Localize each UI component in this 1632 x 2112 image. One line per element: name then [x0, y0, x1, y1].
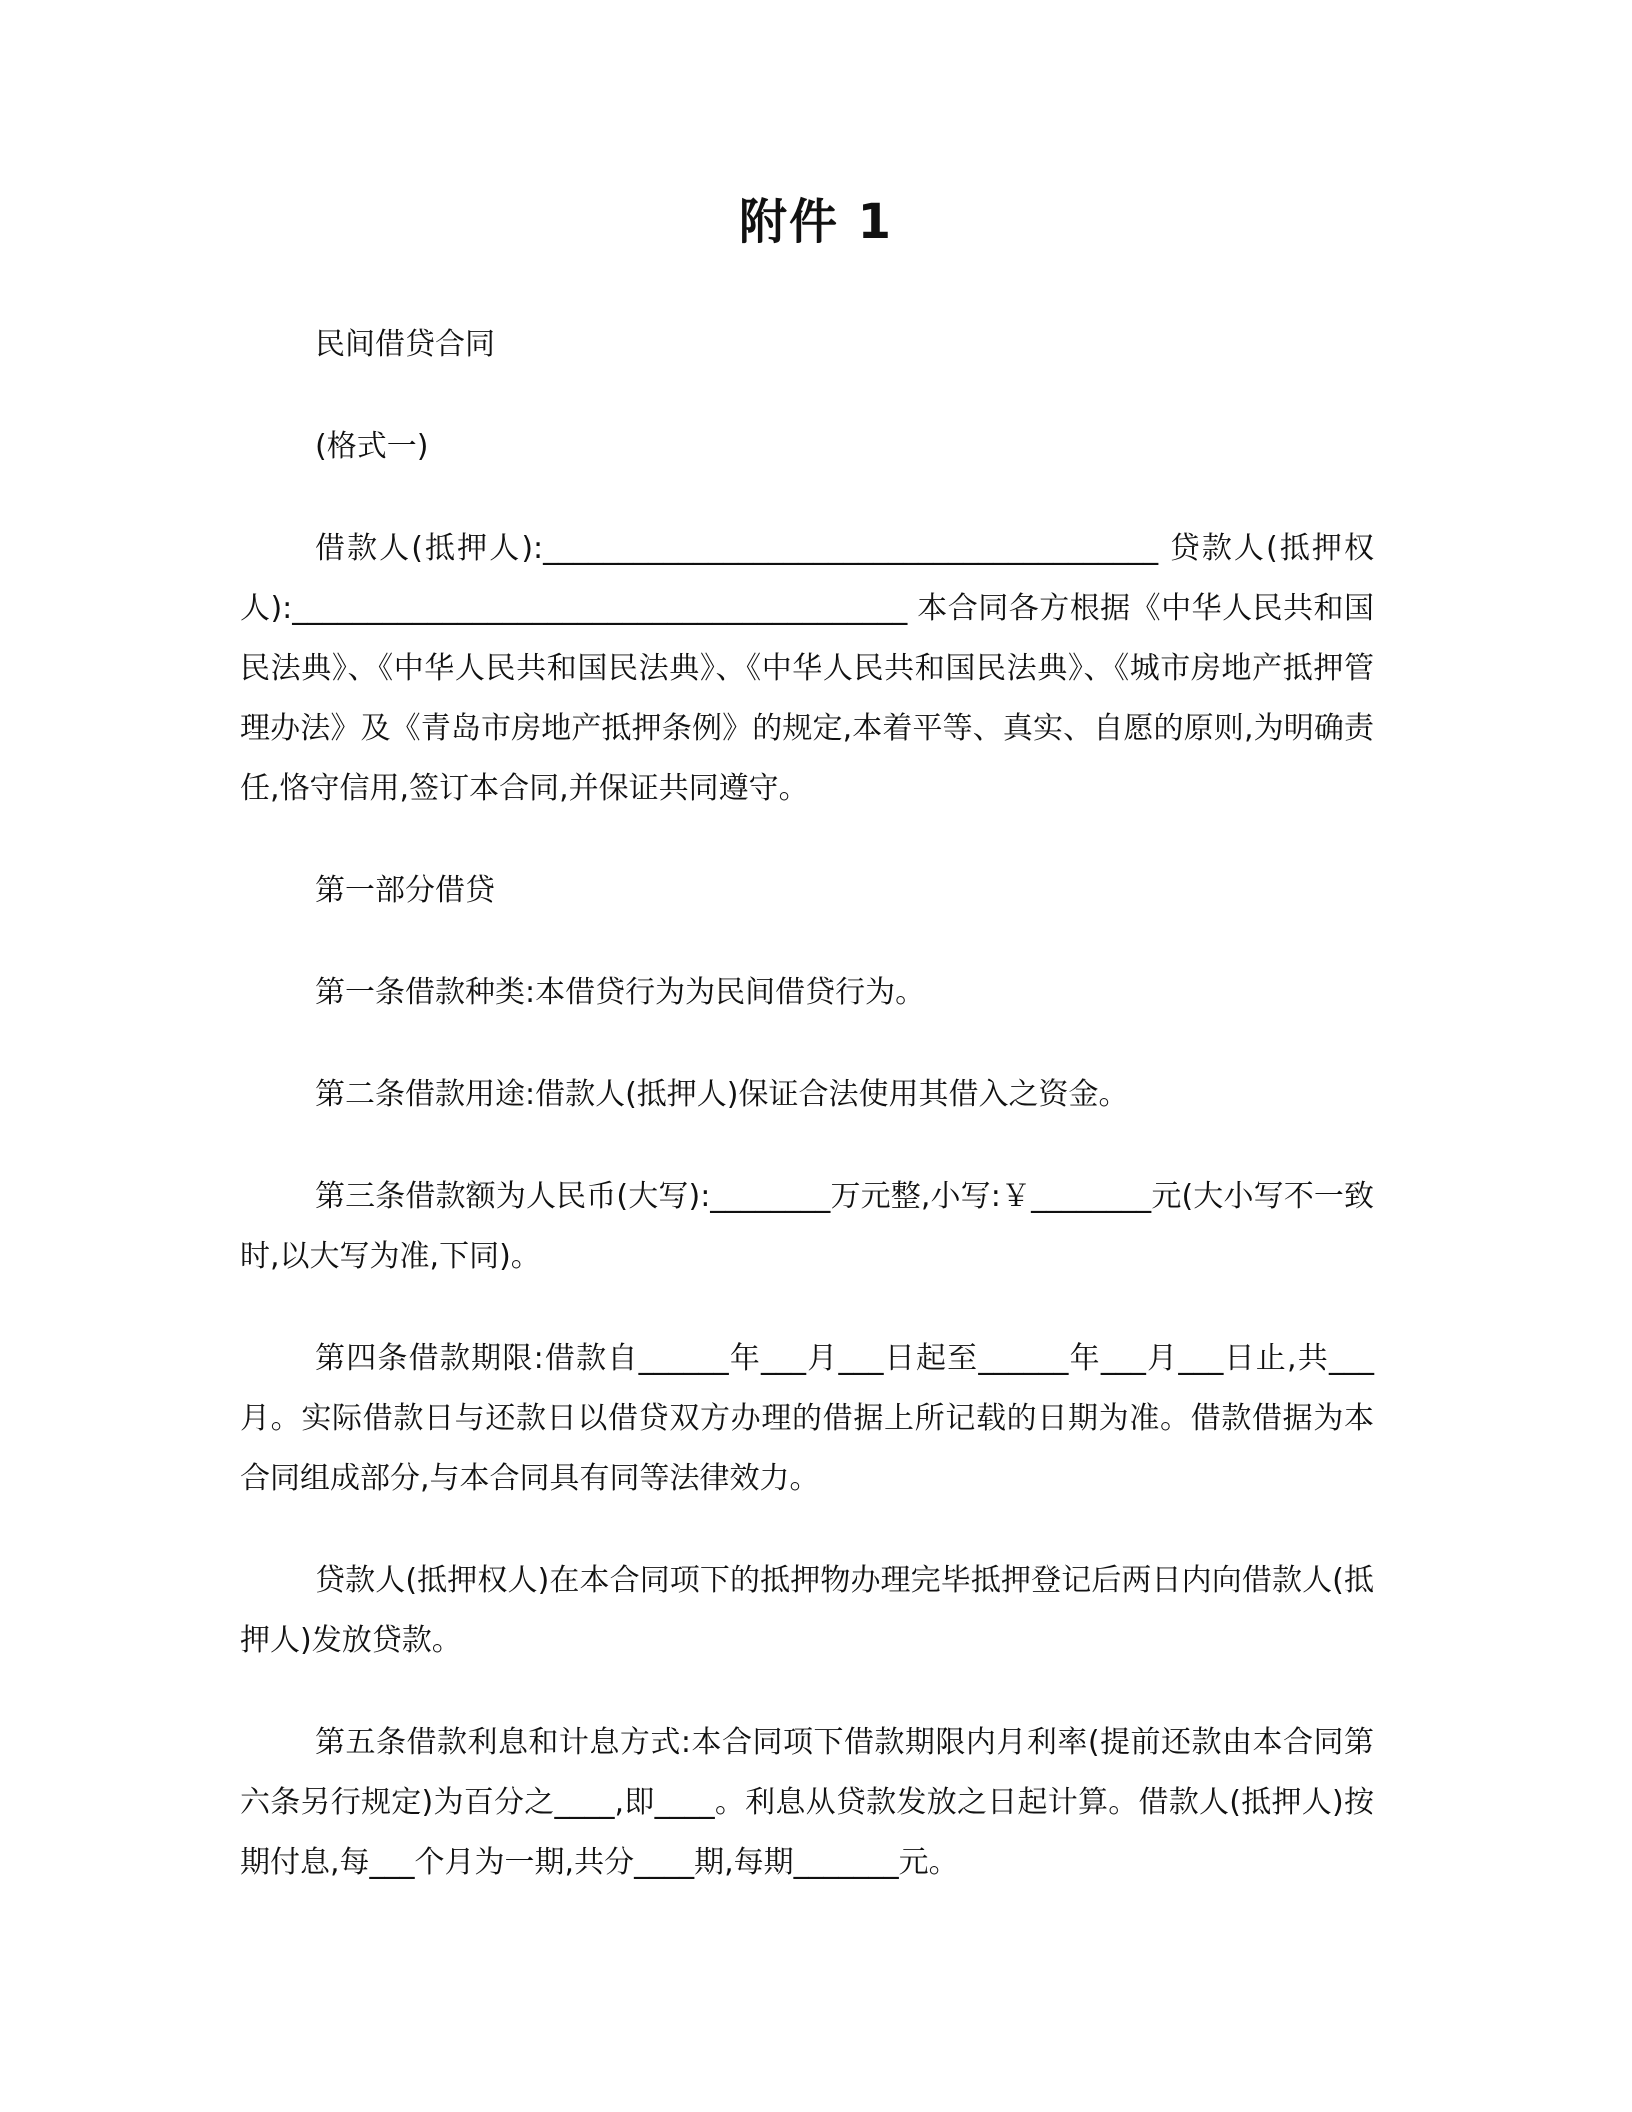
document-title: 附件 1	[738, 194, 894, 250]
parties-paragraph: 借款人(抵押人):_________________________________________ 贷款人(抵押权人):_________________________________________ 本合同各方根据《中华人民共和国民法典》、《中华人民共和国民法典》、《中华人民共和国民法典》、《城市房地产抵押管理办法》及《青岛市房地产抵押条例》的规定,本着平等、真实、自愿的原则,为明确责任,恪守信用,签订本合同,并保证共同遵守。	[240, 531, 1374, 806]
format-label: (格式一)	[315, 429, 429, 464]
article-4: 第四条借款期限:借款自______年___月___日起至______年___月___日止,共___月。实际借款日与还款日以借贷双方办理的借据上所记载的日期为准。借款借据为本合同组成部分,与本合同具有同等法律效力。	[240, 1341, 1374, 1496]
document-body	[240, 315, 1374, 1935]
article-1: 第一条借款种类:本借贷行为为民间借贷行为。	[315, 975, 926, 1010]
article-2: 第二条借款用途:借款人(抵押人)保证合法使用其借入之资金。	[315, 1077, 1129, 1112]
article-5: 第五条借款利息和计息方式:本合同项下借款期限内月利率(提前还款由本合同第六条另行规定)为百分之____,即____。利息从贷款发放之日起计算。借款人(抵押人)按期付息,每___个月为一期,共分____期,每期_______元。	[240, 1725, 1374, 1880]
part-one-heading: 第一部分借贷	[315, 873, 495, 908]
loan-disbursement-paragraph: 贷款人(抵押权人)在本合同项下的抵押物办理完毕抵押登记后两日内向借款人(抵押人)发放贷款。	[240, 1563, 1374, 1658]
contract-name: 民间借贷合同	[315, 327, 495, 362]
article-3: 第三条借款额为人民币(大写):________万元整,小写:￥________元(大小写不一致时,以大写为准,下同)。	[240, 1179, 1374, 1274]
